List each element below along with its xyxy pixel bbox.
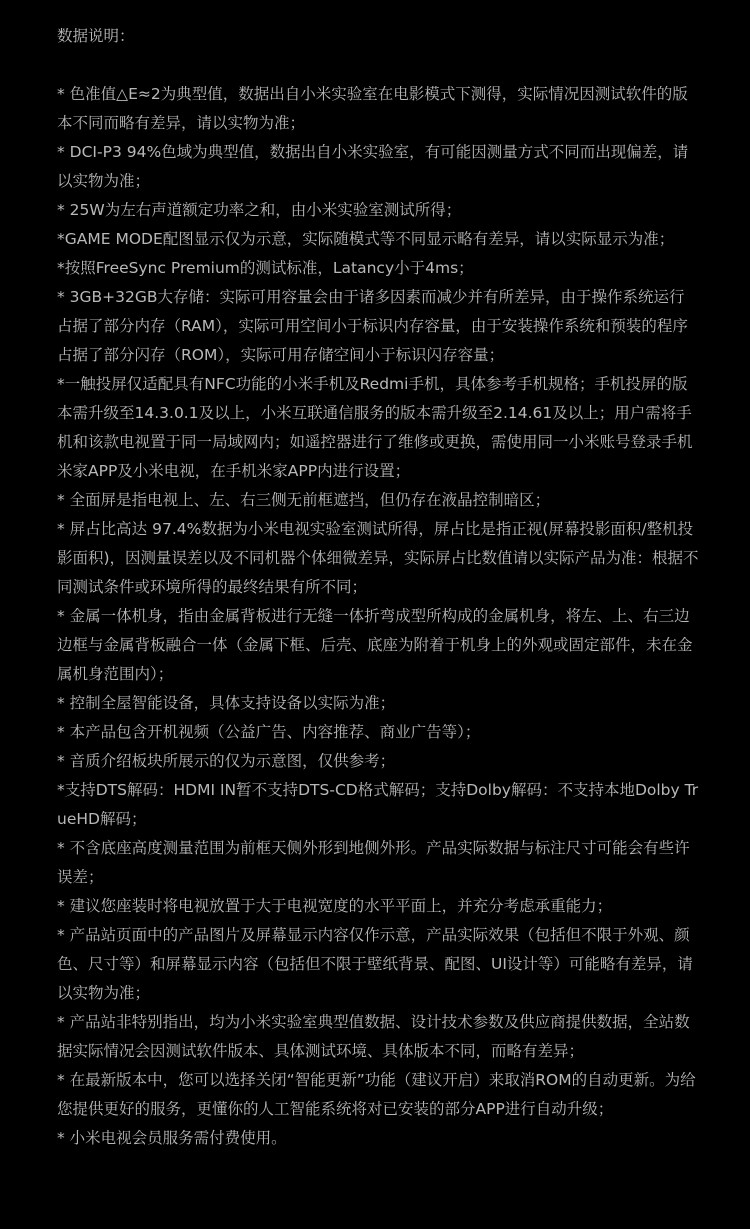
note-product-images: * 产品站页面中的产品图片及屏幕显示内容仅作示意，产品实际效果（包括但不限于外观、颜色、尺寸等）和屏幕显示内容（包括但不限于壁纸背景、配图、UI设计等）可能略有差异，请以实物为准； (57, 926, 693, 1002)
note-color-gamut: * DCI-P3 94%色域为典型值，数据出自小米实验室，有可能因测量方式不同而出现偏差，请以实物为准； (57, 143, 689, 190)
note-screen-ratio: * 屏占比高达 97.4%数据为小米电视实验室测试所得，屏占比是指正视(屏幕投影面积/整机投影面积)，因测量误差以及不同机器个体细微差异，实际屏占比数值请以实际产品为准：根据不同测试条件或环境所得的最终结果有所不同； (57, 520, 699, 596)
page-title: 数据说明： (57, 27, 135, 45)
notes-list (57, 80, 700, 1153)
note-dimensions: * 不含底座高度测量范围为前框天侧外形到地侧外形。产品实际数据与标注尺寸可能会有些许误差； (57, 839, 690, 886)
note-data-sources: * 产品站非特别指出，均为小米实验室典型值数据、设计技术参数及供应商提供数据，全站数据实际情况会因测试软件版本、具体测试环境、具体版本不同，而略有差异； (57, 1013, 690, 1060)
note-metal-body: * 金属一体机身，指由金属背板进行无缝一体折弯成型所构成的金属机身，将左、上、右三边边框与金属背板融合一体（金属下框、后壳、底座为附着于机身上的外观或固定部件，未在金属机身范围内）； (57, 607, 693, 683)
note-boot-video: * 本产品包含开机视频（公益广告、内容推荐、商业广告等）； (57, 723, 481, 741)
note-smart-update: * 在最新版本中，您可以选择关闭“智能更新”功能（建议开启）来取消ROM的自动更新。为给您提供更好的服务，更懂你的人工智能系统将对已安装的部分APP进行自动升级； (57, 1071, 696, 1118)
note-screen-cast: *一触投屏仅适配具有NFC功能的小米手机及Redmi手机，具体参考手机规格；手机投屏的版本需升级至14.3.0.1及以上，小米互联通信服务的版本需升级至2.14.61及以上；用户需将手机和该款电视置于同一局域网内；如遥控器进行了维修或更换，需使用同一小米账号登录手机米家APP及小米电视，在手机米家APP内进行设置； (57, 375, 693, 480)
note-audio-power: * 25W为左右声道额定功率之和，由小米实验室测试所得； (57, 201, 462, 219)
note-full-screen: * 全面屏是指电视上、左、右三侧无前框遮挡，但仍存在液晶控制暗区； (57, 491, 551, 509)
note-decoding: *支持DTS解码：HDMI IN暂不支持DTS-CD格式解码；支持Dolby解码：不支持本地Dolby TrueHD解码； (57, 781, 699, 828)
note-game-mode: *GAME MODE配图显示仅为示意，实际随模式等不同显示略有差异，请以实际显示为准； (57, 230, 675, 248)
note-membership: * 小米电视会员服务需付费使用。 (57, 1129, 287, 1147)
note-audio-image: * 音质介绍板块所展示的仅为示意图，仅供参考； (57, 752, 396, 770)
note-freesync: *按照FreeSync Premium的测试标准，Latancy小于4ms； (57, 259, 474, 277)
note-installation: * 建议您座装时将电视放置于大于电视宽度的水平平面上，并充分考虑承重能力； (57, 897, 613, 915)
note-storage: * 3GB+32GB大存储：实际可用容量会由于诸多因素而减少并有所差异，由于操作系统运行占据了部分内存（RAM），实际可用空间小于标识内存容量，由于安装操作系统和预装的程序占据了部分闪存（ROM），实际可用存储空间小于标识闪存容量； (57, 288, 688, 364)
note-smart-home: * 控制全屋智能设备，具体支持设备以实际为准； (57, 694, 396, 712)
note-color-accuracy: * 色准值△E≈2为典型值，数据出自小米实验室在电影模式下测得，实际情况因测试软件的版本不同而略有差异，请以实物为准； (57, 85, 688, 132)
